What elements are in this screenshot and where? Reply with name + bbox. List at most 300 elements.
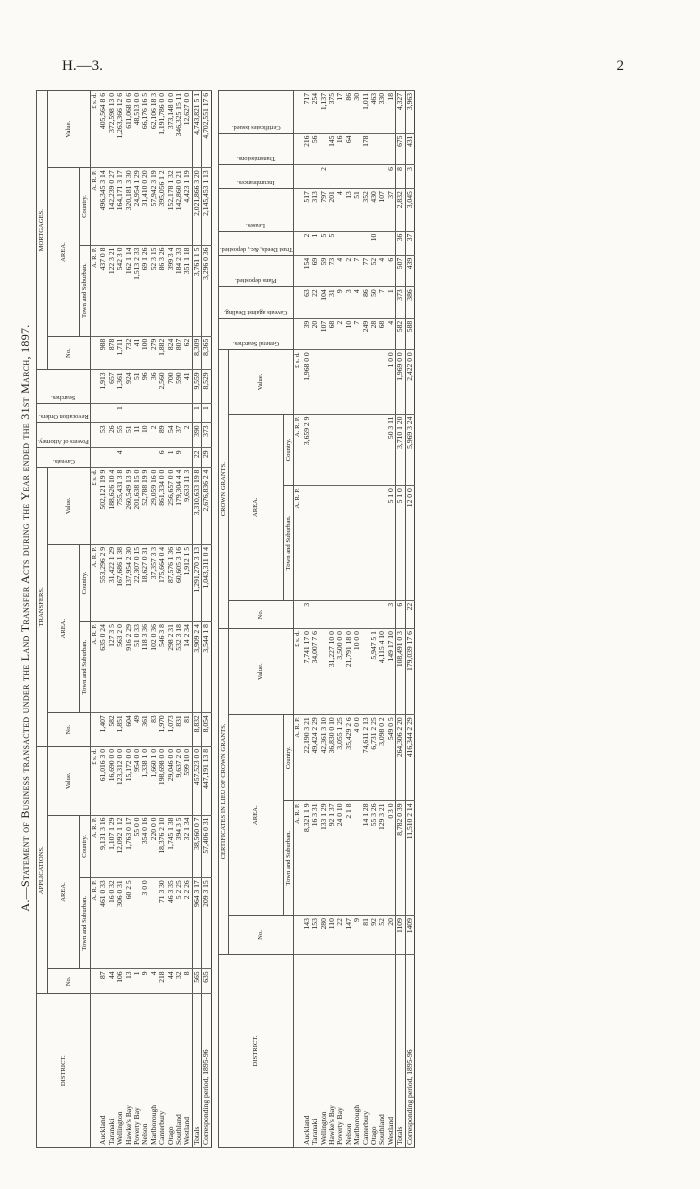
value-cell: 51	[133, 370, 141, 404]
value-cell: 86	[345, 91, 353, 134]
value-cell: 1	[167, 448, 175, 467]
value-cell: 142,239 0 27	[108, 168, 116, 245]
table-row	[311, 91, 319, 1148]
value-cell: 39	[303, 318, 311, 349]
value-cell: 77	[362, 255, 370, 286]
value-cell: 582	[396, 318, 405, 349]
value-cell: 31,422 1 29	[108, 544, 116, 621]
value-cell: 16,690 0 0	[108, 747, 116, 816]
value-cell: 517	[303, 189, 311, 231]
district-cell: Southland	[175, 994, 183, 1148]
district-cell: Auckland	[303, 954, 311, 1147]
value-cell: 2 2 26	[183, 878, 192, 969]
general-searches-header: General Searches.	[232, 340, 279, 348]
app-no-header: No.	[47, 969, 90, 994]
value-cell: 22,307 0 15	[133, 544, 141, 621]
value-cell: 54	[167, 423, 175, 448]
value-cell: 9	[141, 969, 149, 994]
value-cell: 588	[405, 318, 414, 349]
value-cell: 3,500 0 0	[336, 629, 344, 715]
value-cell	[125, 404, 133, 423]
secondary-table-body	[294, 91, 415, 1148]
value-cell: 188,626 10 4	[108, 467, 116, 544]
value-cell: 14 1 28	[362, 801, 370, 916]
value-cell: 12 0 0	[405, 486, 414, 601]
value-cell: 83	[150, 713, 158, 747]
table-row	[328, 91, 336, 1148]
value-cell: 4	[353, 287, 361, 318]
district-cell: Westland	[387, 954, 396, 1147]
value-cell: 145	[328, 133, 336, 164]
value-cell: 123,312 0 0	[116, 747, 124, 816]
value-cell: 37	[387, 189, 396, 231]
value-cell: 439	[405, 255, 414, 286]
value-cell: 50	[370, 287, 378, 318]
value-cell: 122 3 21	[108, 245, 116, 336]
transmissions-header: Transmissions.	[236, 155, 276, 163]
value-cell	[370, 414, 378, 486]
corresponding-row	[202, 91, 211, 1148]
value-cell: 31	[328, 287, 336, 318]
value-cell: 1,882	[158, 336, 166, 370]
value-cell: 1,291,270 3 13	[192, 544, 201, 621]
value-cell	[311, 350, 319, 414]
value-cell: 108,491 0 3	[396, 629, 405, 715]
value-cell: 9,559	[192, 370, 201, 404]
value-cell: 611,068 0 6	[125, 91, 133, 168]
value-cell	[370, 486, 378, 601]
value-cell: 3	[387, 600, 396, 628]
value-cell: 18	[387, 91, 396, 134]
value-cell: 1,263,366 12 6	[116, 91, 124, 168]
value-cell: 3,055 1 25	[336, 715, 344, 801]
value-cell: 5,969 3 24	[405, 414, 414, 486]
value-cell	[328, 350, 336, 414]
value-cell: 209 3 15	[202, 878, 211, 969]
value-cell: 675	[396, 133, 405, 164]
value-cell: 7,741 17 0	[303, 629, 311, 715]
value-cell: 37,357 3 3	[150, 544, 158, 621]
value-cell: 60 2 5	[125, 878, 133, 969]
value-cell: 20	[387, 916, 396, 955]
district-cell: Otago	[370, 954, 378, 1147]
value-cell: 32	[175, 969, 183, 994]
value-cell: 8,321 1 9	[303, 801, 311, 916]
table-row	[303, 91, 311, 1148]
value-cell: 9	[175, 448, 183, 467]
value-cell	[378, 133, 386, 164]
value-cell: 1 0 0	[387, 350, 396, 414]
unit-cell: A. R. P.	[90, 168, 99, 245]
value-cell: 74,611 2 13	[362, 715, 370, 801]
value-cell: 582	[108, 713, 116, 747]
value-cell: 29	[202, 448, 211, 467]
district-cell: Nelson	[345, 954, 353, 1147]
value-cell: 3,659 2 9	[303, 414, 311, 486]
value-cell: 35,429 2 6	[345, 715, 353, 801]
value-cell: 280	[320, 916, 328, 955]
district-cell: Taranaki	[311, 954, 319, 1147]
value-cell: 3	[303, 600, 311, 628]
value-cell: 22	[405, 600, 414, 628]
value-cell: 30	[353, 91, 361, 134]
value-cell: 755,431 3 8	[116, 467, 124, 544]
value-cell	[353, 600, 361, 628]
value-cell: 878	[108, 336, 116, 370]
cl-town-header: Town and Suburban.	[283, 801, 294, 916]
value-cell: 6	[396, 600, 405, 628]
value-cell: 3 0 0	[141, 878, 149, 969]
value-cell: 37	[405, 231, 414, 255]
value-cell	[303, 165, 311, 189]
applications-header: APPLICATIONS.	[37, 747, 48, 994]
value-cell: 988	[99, 336, 107, 370]
main-table-body	[90, 91, 211, 1148]
value-cell: 66,176 16 5	[141, 91, 149, 168]
value-cell: 1,913	[99, 370, 107, 404]
value-cell	[320, 414, 328, 486]
value-cell: 8	[396, 165, 405, 189]
value-cell: 32 1 34	[183, 815, 192, 878]
value-cell: 954 0 0	[133, 747, 141, 816]
value-cell: 59	[320, 255, 328, 286]
value-cell: 1,513 2 33	[133, 245, 141, 336]
value-cell: 1	[133, 969, 141, 994]
value-cell	[345, 350, 353, 414]
value-cell: 36	[396, 231, 405, 255]
value-cell	[320, 600, 328, 628]
value-cell: 81	[183, 713, 192, 747]
value-cell: 52,788 19 9	[141, 467, 149, 544]
value-cell: 373	[396, 287, 405, 318]
district-cell: Marlborough	[353, 954, 361, 1147]
mortgages-header: MORTGAGES.	[37, 91, 48, 370]
value-cell: 24 0 10	[336, 801, 344, 916]
value-cell	[150, 404, 158, 423]
value-cell	[353, 414, 361, 486]
value-cell: 8,529	[202, 370, 211, 404]
value-cell: 81	[362, 916, 370, 955]
value-cell: 457,523 0 0	[192, 747, 201, 816]
value-cell: 416,344 2 29	[405, 715, 414, 801]
value-cell: 7	[353, 318, 361, 349]
value-cell: 2	[183, 423, 192, 448]
value-cell: 824	[167, 336, 175, 370]
value-cell: 1409	[405, 916, 414, 955]
value-cell: 49	[133, 713, 141, 747]
value-cell: 167,686 1 38	[116, 544, 124, 621]
value-cell: 1,073	[167, 713, 175, 747]
value-cell: 6,731 2 25	[370, 715, 378, 801]
value-cell: 4	[116, 448, 124, 467]
value-cell: 399 3 4	[167, 245, 175, 336]
value-cell: 1,912 1 5	[183, 544, 192, 621]
value-cell: 63	[303, 287, 311, 318]
table-row	[387, 91, 396, 1148]
value-cell: 56	[311, 133, 319, 164]
value-cell: 1,361	[116, 370, 124, 404]
value-cell: 5,947 5 1	[370, 629, 378, 715]
value-cell: 48,513 0 0	[133, 91, 141, 168]
value-cell: 405,564 8 6	[99, 91, 107, 168]
mg-area-header: AREA.	[47, 168, 80, 336]
value-cell	[133, 448, 141, 467]
value-cell: 31,227 10 0	[328, 629, 336, 715]
unit-cell: A. R. P.	[294, 801, 303, 916]
district-cell: Canterbury	[362, 954, 370, 1147]
district-cell: Corresponding period, 1895-96	[405, 954, 414, 1147]
value-cell	[336, 231, 344, 255]
value-cell: 52	[370, 255, 378, 286]
unit-cell: A. R. P.	[90, 622, 99, 713]
value-cell: 590	[175, 370, 183, 404]
value-cell: 137,954 2 30	[125, 544, 133, 621]
value-cell: 36,830 0 10	[328, 715, 336, 801]
value-cell: 2,676,836 2 4	[202, 467, 211, 544]
district-cell: Marlborough	[150, 994, 158, 1148]
value-cell: 62	[183, 336, 192, 370]
value-cell: 306 0 31	[116, 878, 124, 969]
value-cell: 546 3 8	[158, 622, 166, 713]
value-cell: 11	[133, 423, 141, 448]
value-cell: 1	[116, 404, 124, 423]
unit-cell: A. R. P.	[294, 486, 303, 601]
value-cell	[141, 448, 149, 467]
value-cell: 8,365	[202, 336, 211, 370]
value-cell: 34,007 7 6	[311, 629, 319, 715]
value-cell: 254	[311, 91, 319, 134]
value-cell	[328, 600, 336, 628]
value-cell: 9	[336, 287, 344, 318]
value-cell: 57,942 3 19	[150, 168, 158, 245]
value-cell: 1	[202, 404, 211, 423]
leases-header: Leases.	[246, 221, 266, 229]
cl-country-header: Country.	[283, 715, 294, 801]
value-cell: 22	[192, 448, 201, 467]
value-cell	[303, 486, 311, 601]
value-cell: 218	[158, 969, 166, 994]
value-cell: 8,832	[192, 713, 201, 747]
value-cell: 14 2 34	[183, 622, 192, 713]
value-cell: 3,909 2 4	[192, 622, 201, 713]
value-cell: 373	[202, 423, 211, 448]
value-cell	[167, 404, 175, 423]
value-cell: 10	[370, 231, 378, 255]
value-cell: 42,361 3 10	[320, 715, 328, 801]
value-cell: 68	[328, 318, 336, 349]
value-cell: 18,376 2 10	[158, 815, 166, 878]
value-cell: 118 3 36	[141, 622, 149, 713]
table-row	[320, 91, 328, 1148]
value-cell: 22,190 3 21	[303, 715, 311, 801]
cg-area-header: AREA.	[229, 414, 284, 600]
tr-no-header: No.	[47, 713, 90, 747]
value-cell: 4	[336, 189, 344, 231]
value-cell: 107	[320, 318, 328, 349]
value-cell: 22	[311, 287, 319, 318]
incumbrances-header: Incumbrances.	[237, 179, 275, 187]
value-cell: 4,115 4 10	[378, 629, 386, 715]
value-cell: 320,181 3 30	[125, 168, 133, 245]
value-cell: 916 2 29	[125, 622, 133, 713]
table-row	[378, 91, 386, 1148]
value-cell: 22	[336, 916, 344, 955]
unit-cell: A. R. P.	[90, 815, 99, 878]
value-cell: 51 0 33	[133, 622, 141, 713]
value-cell	[336, 486, 344, 601]
value-cell: 463	[370, 91, 378, 134]
unit-cell: £ s. d.	[90, 91, 99, 168]
value-cell: 52	[378, 916, 386, 955]
district-cell: Canterbury	[158, 994, 166, 1148]
value-cell: 178	[362, 133, 370, 164]
value-cell: 41	[183, 370, 192, 404]
revocation-header: Revocation Orders.	[38, 413, 89, 421]
value-cell: 549 0 5	[387, 715, 396, 801]
value-cell	[336, 414, 344, 486]
value-cell: 2	[336, 318, 344, 349]
value-cell: 29,046 0 0	[167, 747, 175, 816]
value-cell: 162 1 14	[125, 245, 133, 336]
value-cell: 2,145,453 1 13	[202, 168, 211, 245]
value-cell: 4,423 1 19	[183, 168, 192, 245]
value-cell	[362, 350, 370, 414]
value-cell: 249	[362, 318, 370, 349]
value-cell: 700	[167, 370, 175, 404]
value-cell: 3,710 1 20	[396, 414, 405, 486]
value-cell: 10	[345, 318, 353, 349]
table-row	[353, 91, 361, 1148]
value-cell: 60,605 3 16	[175, 544, 183, 621]
cert-lieu-header: CERTIFICATES IN LIEU OF CROWN GRANTS.	[218, 629, 229, 955]
value-cell: 635	[202, 969, 211, 994]
value-cell: 69 1 26	[141, 245, 149, 336]
value-cell: 1,107 1 29	[108, 815, 116, 878]
cl-no-header: No.	[229, 916, 294, 955]
mg-country-header: Country.	[80, 168, 91, 245]
value-cell: 142,860 0 21	[175, 168, 183, 245]
value-cell: 361	[141, 713, 149, 747]
value-cell: 9	[353, 916, 361, 955]
value-cell: 3	[345, 287, 353, 318]
value-cell: 71 3 30	[158, 878, 166, 969]
value-cell: 62,106 18 3	[150, 91, 158, 168]
blank-cell	[90, 448, 99, 467]
value-cell: 110	[328, 916, 336, 955]
value-cell: 46 3 35	[167, 878, 175, 969]
value-cell: 437 0 8	[99, 245, 107, 336]
value-cell: 2	[303, 231, 311, 255]
value-cell: 346,325 15 11	[175, 91, 183, 168]
value-cell: 461 0 33	[99, 878, 107, 969]
value-cell: 351 1 18	[183, 245, 192, 336]
poa-header: Powers of Attorney.	[38, 438, 89, 446]
value-cell: 18,627 0 31	[141, 544, 149, 621]
value-cell: 6	[387, 255, 396, 286]
value-cell: 41	[133, 336, 141, 370]
statement-title: A.—Statement of Business transacted under the Land Transfer Acts during the Year ended the 31st March, 1897.	[18, 324, 32, 912]
value-cell: 184 2 33	[175, 245, 183, 336]
value-cell: 149 17 10	[387, 629, 396, 715]
value-cell: 431	[405, 133, 414, 164]
district-cell: Southland	[378, 954, 386, 1147]
value-cell	[378, 231, 386, 255]
value-cell: 1	[311, 231, 319, 255]
unit-cell: A. R. P.	[90, 544, 99, 621]
value-cell: 102 0 36	[150, 622, 158, 713]
value-cell: 11,510 2 14	[405, 801, 414, 916]
value-cell: 3,296 0 36	[202, 245, 211, 336]
value-cell	[311, 600, 319, 628]
value-cell	[336, 600, 344, 628]
value-cell	[345, 486, 353, 601]
mg-no-header: No.	[47, 336, 90, 370]
value-cell: 563 2 0	[116, 622, 124, 713]
value-cell: 17	[336, 91, 344, 134]
value-cell: 732	[125, 336, 133, 370]
value-cell: 10 0 0	[353, 629, 361, 715]
corresponding-row	[405, 91, 414, 1148]
value-cell: 24,954 1 29	[133, 168, 141, 245]
table-row	[336, 91, 344, 1148]
value-cell: 496,345 3 14	[99, 168, 107, 245]
value-cell	[133, 404, 141, 423]
value-cell: 375	[328, 91, 336, 134]
value-cell: 9,633 11 3	[183, 467, 192, 544]
value-cell	[362, 486, 370, 601]
value-cell	[158, 404, 166, 423]
value-cell: 55	[116, 423, 124, 448]
value-cell: 201	[328, 189, 336, 231]
value-cell: 8,054	[202, 713, 211, 747]
value-cell: 220 0 0	[150, 815, 158, 878]
district-cell: Nelson	[141, 994, 149, 1148]
value-cell: 153	[311, 916, 319, 955]
value-cell: 16 3 31	[311, 801, 319, 916]
district-cell: Taranaki	[108, 994, 116, 1148]
value-cell: 298 2 31	[167, 622, 175, 713]
value-cell: 92	[370, 916, 378, 955]
value-cell	[336, 350, 344, 414]
mg-value-header: Value.	[47, 91, 90, 168]
value-cell: 3,310,633 19 8	[192, 467, 201, 544]
value-cell	[353, 486, 361, 601]
value-cell: 16 0 32	[108, 878, 116, 969]
value-cell: 61,016 3 0	[99, 747, 107, 816]
value-cell: 51	[353, 189, 361, 231]
value-cell: 372,598 13 0	[108, 91, 116, 168]
value-cell: 0 3 0	[387, 801, 396, 916]
cl-area-header: AREA.	[229, 715, 284, 916]
value-cell: 86 3 26	[158, 245, 166, 336]
table-row	[183, 91, 192, 1148]
value-cell: 2	[345, 255, 353, 286]
value-cell: 8,309	[192, 336, 201, 370]
app-town-header: Town and Suburban.	[80, 878, 91, 969]
value-cell: 69	[311, 255, 319, 286]
unit-cell: £ s. d.	[294, 350, 303, 414]
value-cell: 20	[311, 318, 319, 349]
unit-cell: A. R. P.	[90, 878, 99, 969]
cg-value-header: Value.	[229, 350, 294, 414]
value-cell: 352	[362, 189, 370, 231]
value-cell: 599 10 0	[183, 747, 192, 816]
value-cell: 390	[192, 423, 201, 448]
district-cell: Wellington	[320, 954, 328, 1147]
crown-grants-header: CROWN GRANTS.	[218, 350, 229, 629]
cl-value-header: Value.	[229, 629, 294, 715]
tr-country-header: Country.	[80, 544, 91, 621]
